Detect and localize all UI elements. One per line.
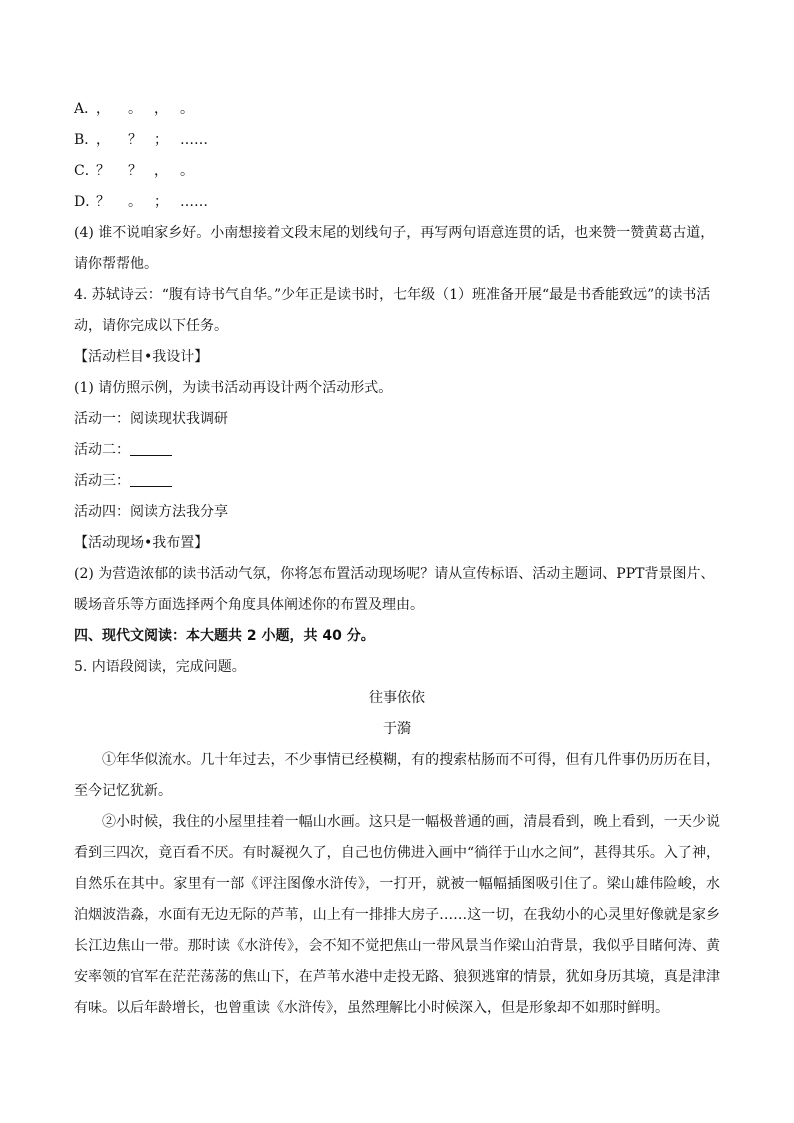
- option-a: A．， 。 ， 。: [74, 101, 194, 117]
- sub-question-2: (2) 为营造浓郁的读书活动气氛，你将怎布置活动现场呢？请从宣传标语、活动主题词、PPT背景图片、暖场音乐等方面选择两个角度具体阐述你的布置及理由。: [74, 566, 715, 613]
- activity-1: 活动一：阅读现状我调研: [74, 411, 228, 427]
- article-paragraph-2: ②小时候，我住的小屋里挂着一幅山水画。这只是一幅极普通的画，清晨看到，晚上看到，一天少说看到三四次，竟百看不厌。有时凝视久了，自己也仿佛进入画中“徜徉于山水之间”，甚得其乐。入了神，自然乐在其中。家里有一部《评注图像水浒传》，一打开，就被一幅幅插图吸引住了。梁山雄伟险峻，水泊烟波浩淼，水面有无边无际的芦苇，山上有一排排大房子……这一切，在我幼小的心灵里好像就是家乡长江边焦山一带。那时读《水浒传》，会不知不觉把焦山一带风景当作梁山泊背景，我似乎目睹何涛、黄安率领的官军在茫茫荡荡的焦山下，在芦苇水港中走投无路、狼狈逃窜的情景，犹如身历其境，真是津津有味。以后年龄增长，也曾重读《水浒传》，虽然理解比小时候深入，但是形象却不如那时鲜明。: [74, 814, 720, 1016]
- part-four-heading: 四、现代文阅读：本大题共 2 小题，共 40 分。: [74, 628, 375, 644]
- section-layout-heading: 【活动现场•我布置】: [74, 535, 209, 551]
- article-paragraph-1: ①年华似流水。几十年过去，不少事情已经模糊，有的搜索枯肠而不可得，但有几件事仍历历在目，至今记忆犹新。: [74, 752, 720, 799]
- option-b: B．， ？ ； ……: [74, 132, 208, 148]
- activity-3: 活动三：: [74, 466, 720, 497]
- question-4-sub-4: (4) 谁不说咱家乡好。小南想接着文段末尾的划线句子，再写两句语意连贯的话，也来赞一赞黄葛古道，请你帮帮他。: [74, 225, 715, 272]
- option-d: D．？ 。 ； ……: [74, 194, 208, 210]
- article-author: 于漪: [383, 721, 411, 737]
- option-c: C．？ ？ ， 。: [74, 163, 194, 179]
- section-design-heading: 【活动栏目•我设计】: [74, 349, 209, 365]
- sub-question-1: (1) 请仿照示例，为读书活动再设计两个活动形式。: [74, 380, 393, 396]
- article-title: 往事依依: [369, 690, 425, 706]
- activity-4: 活动四：阅读方法我分享: [74, 504, 228, 520]
- answer-blank[interactable]: [130, 441, 172, 456]
- question-4-title: 4. 苏轼诗云：“腹有诗书气自华。”少年正是读书时，七年级（1）班准备开展“最是书香能致远”的读书活动，请你完成以下任务。: [74, 287, 711, 334]
- answer-blank[interactable]: [130, 472, 172, 487]
- question-5: 5. 内语段阅读，完成问题。: [74, 659, 246, 675]
- activity-2: 活动二：: [74, 435, 720, 466]
